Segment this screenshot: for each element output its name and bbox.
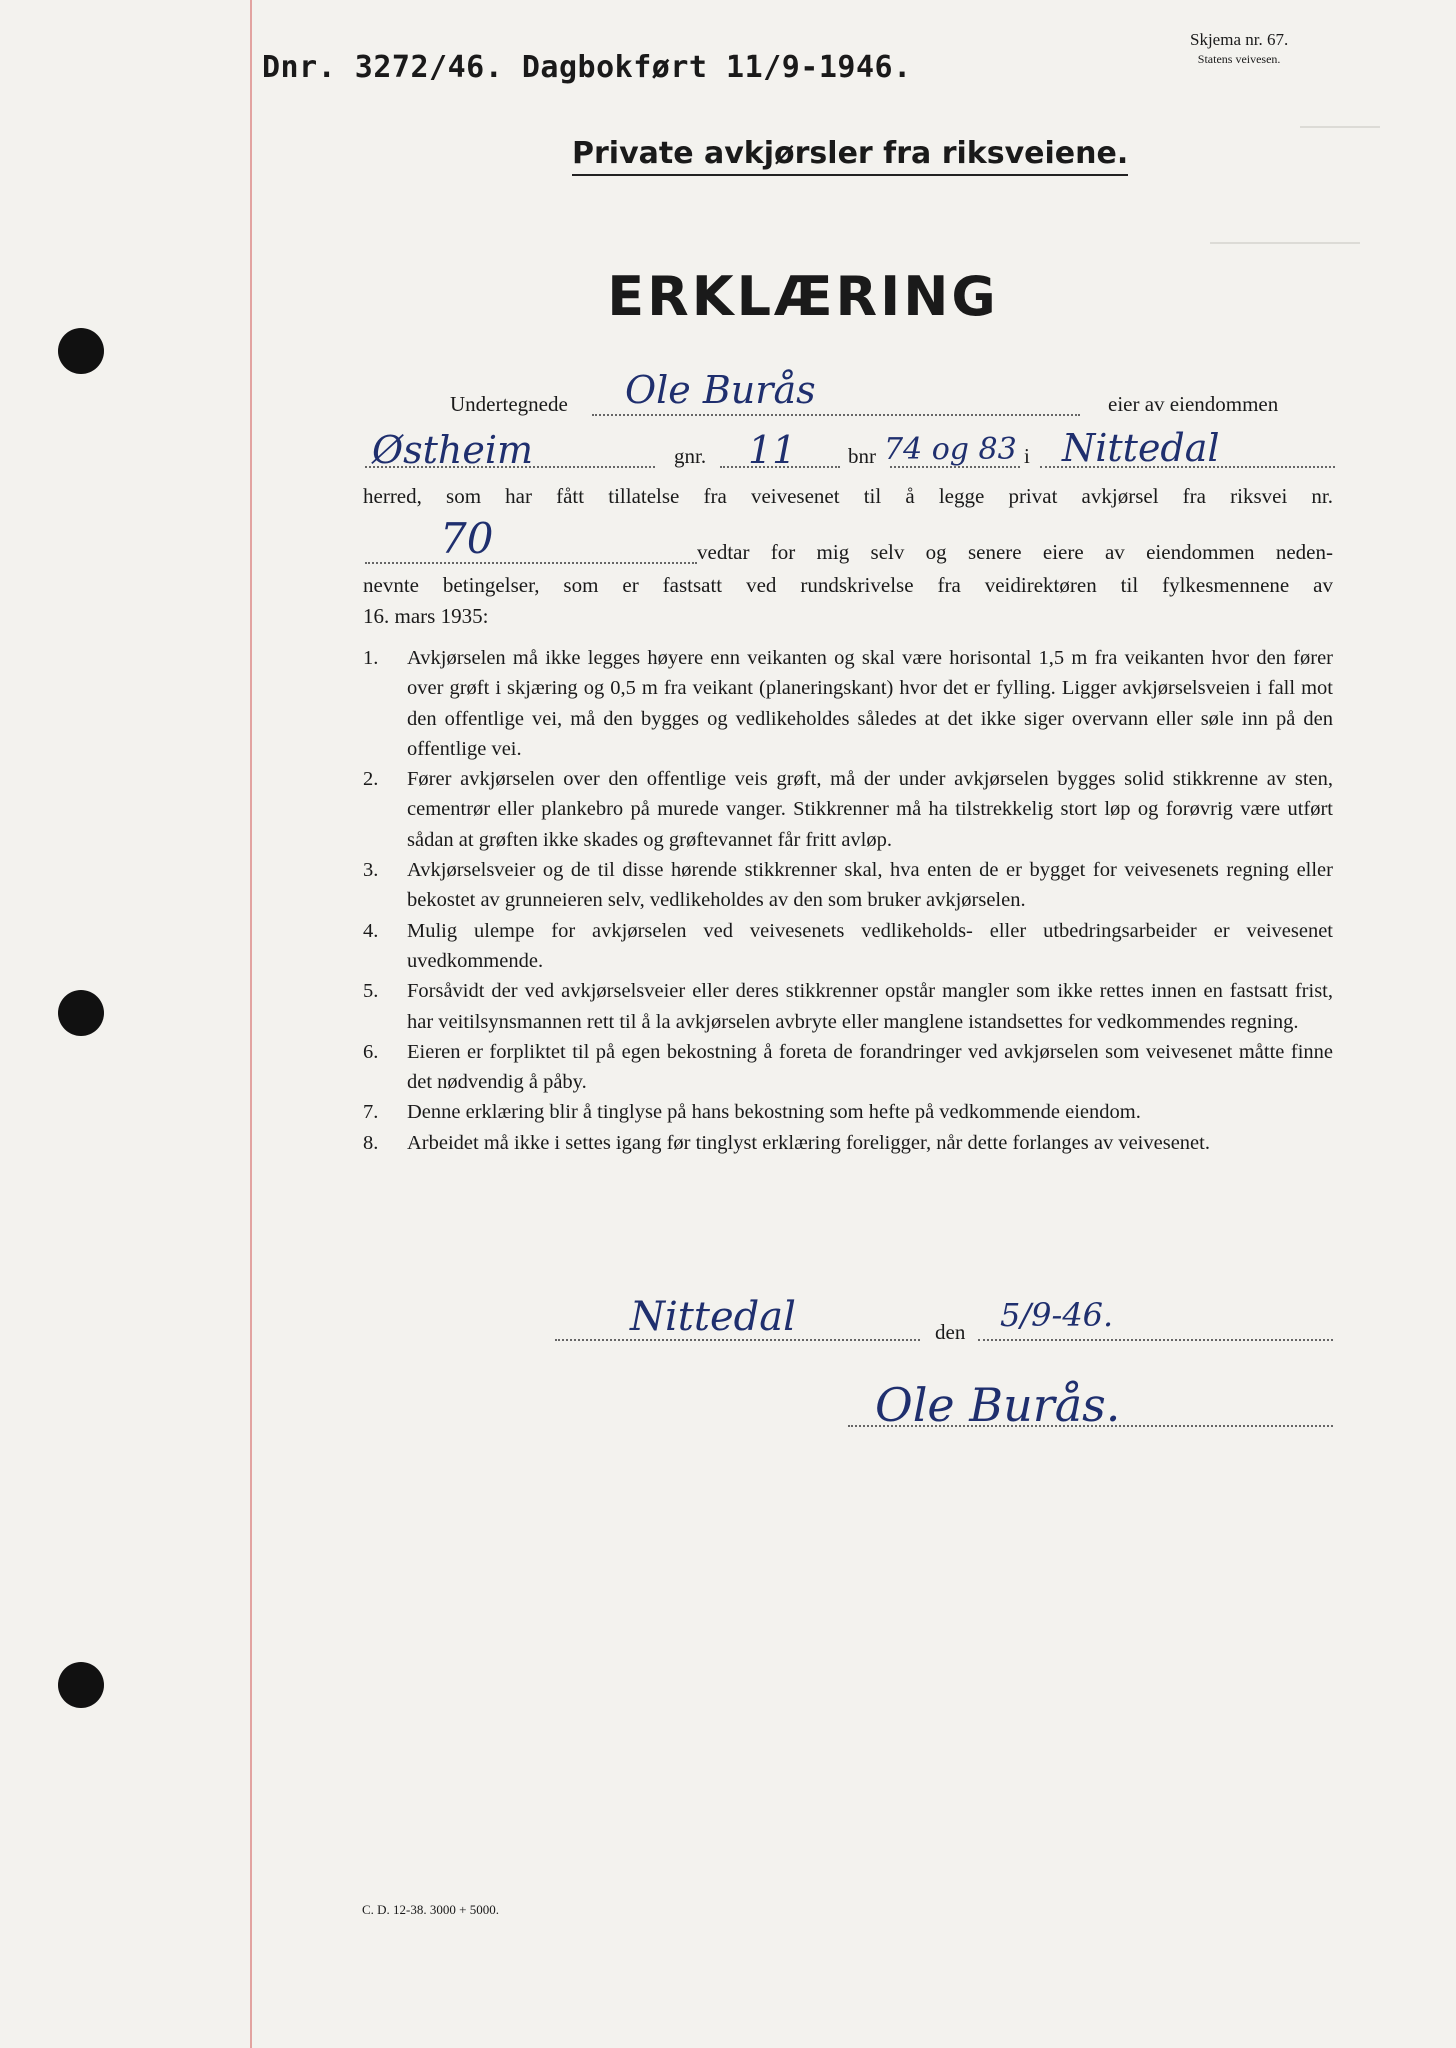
form-issuer: Statens veivesen. (1197, 52, 1281, 66)
label-i: i (1024, 444, 1030, 468)
condition-text: Fører avkjørselen over den offentlige veis grøft, må der under avkjørselen bygges solid stikkrenne av sten, cementrør eller plankebro på murede vanger. Stikkrenner må ha tilstrekkelig stort løp og forøvrig være utført sådan at grøften ikke skades og grøftevannet får fritt avløp. (407, 768, 1333, 851)
punch-hole (58, 990, 104, 1036)
declaration-sentence: herred, som har fått tillatelse fra veivesenet til å legge privat avkjørsel fra riksvei nr. (363, 484, 1333, 508)
print-code: C. D. 12-38. 3000 + 5000. (362, 1902, 499, 1917)
label-undersigned: Undertegnede (450, 392, 568, 416)
condition-item (363, 1097, 1333, 1127)
condition-item (363, 1128, 1333, 1158)
condition-text: Avkjørselen må ikke legges høyere enn veikanten og skal være horisontal 1,5 m fra veikanten hvor den fører over grøft i skjæring og 0,5 m fra veikant (planeringskant) hvor det er fylling. Ligger avkjørselsveien i fall mot den offentlige vei, må den bygges og vedlikeholdes således at det ikke siger overvann eller søle inn på den offentlige vei. (407, 647, 1333, 760)
condition-item (363, 976, 1333, 1037)
document-title: ERKLÆRING (607, 265, 999, 328)
signature: Ole Burås. (875, 1378, 1121, 1432)
condition-text: Avkjørselsveier og de til disse hørende stikkrenner skal, hva enten de er bygget for veivesenets regning eller bekostet av grunneieren selv, vedlikeholdes av den som bruker avkjørselen. (407, 859, 1333, 912)
condition-item (363, 764, 1333, 855)
condition-number: 3. (363, 859, 379, 882)
condition-item (363, 916, 1333, 977)
signing-date: 5/9-46. (1000, 1296, 1114, 1334)
declaration-sentence: 16. mars 1935: (363, 604, 489, 628)
form-number-label: Skjema nr. 67. (1190, 30, 1289, 49)
registry-stamp: Dnr. 3272/46. Dagbokført 11/9-1946. (262, 50, 912, 85)
condition-text: Eieren er forpliktet til på egen bekostning å foreta de forandringer ved avkjørselen som veivesenet måtte finne det nødvendig å påby. (407, 1040, 1333, 1094)
bnr-value: 74 og 83 (884, 432, 1017, 467)
condition-text: Forsåvidt der ved avkjørselsveier eller deres stikkrenner opstår mangler som ikke rettes innen en fastsatt frist, har veitilsynsmannen rett til å la avkjørselen avbryte eller manglene istandsettes for vedkommendes regning. (407, 980, 1333, 1033)
dotted-line (978, 1339, 1333, 1341)
undersigned-name: Ole Burås (625, 368, 816, 412)
condition-item (363, 1037, 1333, 1098)
label-date: den (935, 1320, 966, 1344)
condition-number: 4. (363, 919, 379, 942)
condition-number: 6. (363, 1040, 379, 1063)
condition-text: Mulig ulempe for avkjørselen ved veivesenets vedlikeholds- eller utbedringsarbeider er veivesenet uvedkommende. (407, 919, 1333, 972)
condition-number: 5. (363, 980, 379, 1003)
condition-text: Denne erklæring blir å tinglyse på hans bekostning som hefte på vedkommende eiendom. (407, 1101, 1141, 1124)
dotted-line (592, 414, 1080, 416)
condition-number: 2. (363, 768, 379, 791)
condition-number: 7. (363, 1101, 379, 1124)
declaration-sentence: vedtar for mig selv og senere eiere av eiendommen neden- (697, 540, 1333, 564)
condition-item (363, 855, 1333, 916)
condition-number: 1. (363, 647, 379, 669)
bleed-through-mark (1300, 104, 1380, 128)
gnr-value: 11 (748, 428, 797, 472)
label-gnr: gnr. (674, 444, 707, 468)
form-number (1190, 30, 1288, 67)
dotted-line (365, 562, 697, 564)
municipality: Nittedal (1062, 426, 1220, 470)
road-number: 70 (440, 514, 494, 563)
declaration-sentence: nevnte betingelser, som er fastsatt ved rundskrivelse fra veidirektøren til fylkesmennene av (363, 573, 1333, 597)
document-subtitle: Private avkjørsler fra riksveiene. (572, 136, 1128, 176)
punch-hole (58, 1662, 104, 1708)
punch-hole (58, 328, 104, 374)
signing-place: Nittedal (630, 1294, 796, 1340)
bleed-through-mark (1210, 220, 1360, 244)
property-name: Østheim (372, 428, 534, 472)
condition-number: 8. (363, 1131, 379, 1154)
conditions-list (363, 643, 1333, 1158)
condition-text: Arbeidet må ikke i settes igang før tinglyst erklæring foreligger, når dette forlanges av veivesenet. (407, 1131, 1210, 1154)
label-owner-of: eier av eiendommen (1108, 392, 1279, 416)
label-bnr: bnr (848, 444, 876, 468)
condition-item (363, 643, 1333, 764)
